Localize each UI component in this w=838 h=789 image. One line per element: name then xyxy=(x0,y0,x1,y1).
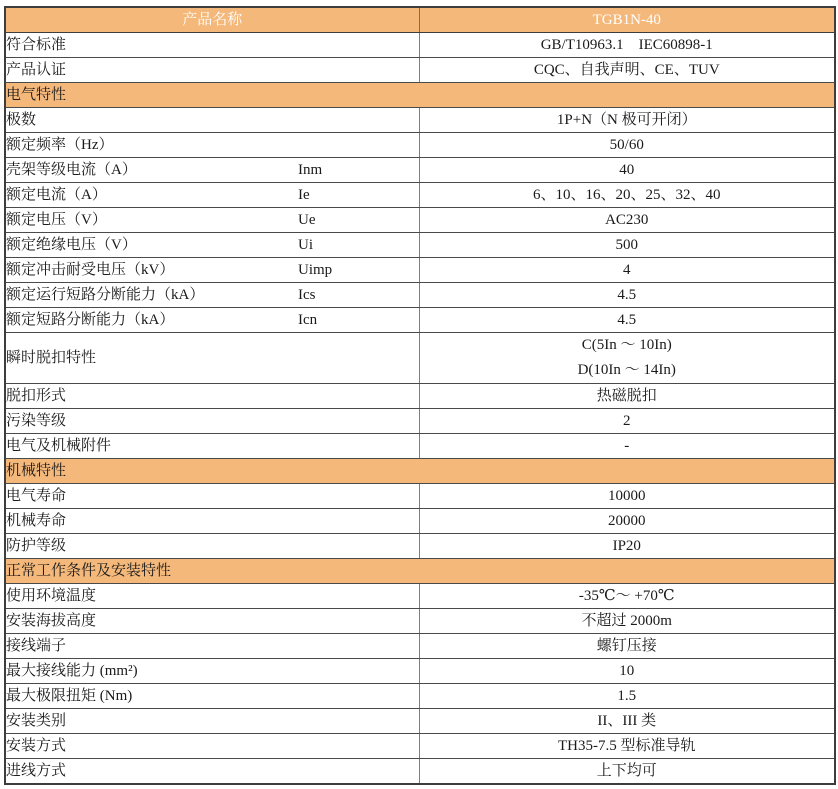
table-row xyxy=(5,684,835,709)
table-row xyxy=(5,384,835,409)
table-row xyxy=(5,108,835,133)
row-label: 壳架等级电流（A） xyxy=(6,162,137,178)
row-label: 极数 xyxy=(6,112,37,128)
table-row xyxy=(5,308,835,333)
section-title: 机械特性 xyxy=(5,459,835,484)
row-label-cell xyxy=(5,709,419,734)
row-value-cell: 500 xyxy=(419,233,835,258)
table-row xyxy=(5,409,835,434)
row-symbol: Ie xyxy=(298,187,310,203)
row-label-cell xyxy=(5,609,419,634)
section-title: 正常工作条件及安装特性 xyxy=(5,559,835,584)
row-symbol: Ui xyxy=(298,237,313,253)
table-row xyxy=(5,509,835,534)
table-row xyxy=(5,283,835,308)
row-label: 最大接线能力 (mm²) xyxy=(6,663,138,679)
row-label-cell xyxy=(5,233,419,258)
table-row xyxy=(5,734,835,759)
product-spec-table xyxy=(4,6,836,785)
row-label-cell xyxy=(5,484,419,509)
row-label: 最大极限扭矩 (Nm) xyxy=(6,688,133,704)
row-symbol: Ue xyxy=(298,212,316,228)
row-value-cell: 1P+N（N 极可开闭） xyxy=(419,108,835,133)
row-value-cell: II、III 类 xyxy=(419,709,835,734)
table-row xyxy=(5,33,835,58)
table-row xyxy=(5,609,835,634)
row-value-cell: 10000 xyxy=(419,484,835,509)
table-row xyxy=(5,584,835,609)
row-value-cell: 20000 xyxy=(419,509,835,534)
row-label: 脱扣形式 xyxy=(6,388,67,404)
section-row xyxy=(5,83,835,108)
row-label: 接线端子 xyxy=(6,638,67,654)
table-row xyxy=(5,484,835,509)
row-value-cell: -35℃～ +70℃ xyxy=(419,584,835,609)
row-label-cell xyxy=(5,384,419,409)
row-label-cell xyxy=(5,434,419,459)
row-label-cell xyxy=(5,283,419,308)
table-row xyxy=(5,133,835,158)
spec-table-body xyxy=(5,7,835,784)
row-label-cell xyxy=(5,333,419,384)
table-row xyxy=(5,634,835,659)
row-value-line: D(10In ～ 14In) xyxy=(577,362,676,378)
row-value-cell: AC230 xyxy=(419,208,835,233)
row-value-cell: GB/T10963.1 IEC60898-1 xyxy=(419,33,835,58)
header-product-model: TGB1N-40 xyxy=(419,7,835,33)
row-label-cell xyxy=(5,108,419,133)
table-row xyxy=(5,233,835,258)
row-symbol: Inm xyxy=(298,162,323,178)
row-value-cell: 1.5 xyxy=(419,684,835,709)
section-row xyxy=(5,459,835,484)
row-label-cell xyxy=(5,183,419,208)
row-value-cell: 上下均可 xyxy=(419,759,835,785)
row-label: 符合标准 xyxy=(6,37,67,53)
table-row xyxy=(5,659,835,684)
row-symbol: Ics xyxy=(298,287,316,303)
row-label-cell xyxy=(5,534,419,559)
row-value-cell: 4 xyxy=(419,258,835,283)
row-label-cell xyxy=(5,208,419,233)
spec-table-container xyxy=(4,6,836,785)
row-label: 额定运行短路分断能力（kA） xyxy=(6,287,205,303)
row-label: 额定频率（Hz） xyxy=(6,137,114,153)
row-label: 安装方式 xyxy=(6,738,67,754)
table-row xyxy=(5,58,835,83)
table-row xyxy=(5,333,835,384)
row-value-cell: 40 xyxy=(419,158,835,183)
row-label: 额定冲击耐受电压（kV） xyxy=(6,262,175,278)
row-value-cell: CQC、自我声明、CE、TUV xyxy=(419,58,835,83)
table-row xyxy=(5,709,835,734)
row-value-cell: 10 xyxy=(419,659,835,684)
row-label: 安装海拔高度 xyxy=(6,613,97,629)
row-label: 额定电压（V） xyxy=(6,212,107,228)
row-label: 额定绝缘电压（V） xyxy=(6,237,137,253)
row-label: 电气寿命 xyxy=(6,488,67,504)
row-value-cell: 50/60 xyxy=(419,133,835,158)
row-label: 污染等级 xyxy=(6,413,67,429)
row-value-cell: 不超过 2000m xyxy=(419,609,835,634)
row-label-cell xyxy=(5,58,419,83)
row-value-line: C(5In ～ 10In) xyxy=(581,337,672,353)
row-label-cell xyxy=(5,158,419,183)
row-label-cell xyxy=(5,759,419,785)
row-label: 进线方式 xyxy=(6,763,67,779)
table-row xyxy=(5,258,835,283)
row-label-cell xyxy=(5,133,419,158)
row-label-cell xyxy=(5,409,419,434)
row-value-cell: 4.5 xyxy=(419,308,835,333)
row-label-cell xyxy=(5,684,419,709)
row-value-cell: 螺钉压接 xyxy=(419,634,835,659)
row-label: 安装类别 xyxy=(6,713,67,729)
row-label: 瞬时脱扣特性 xyxy=(6,350,97,366)
row-label: 产品认证 xyxy=(6,62,67,78)
row-value-cell: - xyxy=(419,434,835,459)
row-value-cell: 6、10、16、20、25、32、40 xyxy=(419,183,835,208)
row-label-cell xyxy=(5,258,419,283)
header-product-name-label: 产品名称 xyxy=(5,7,419,33)
row-label-cell xyxy=(5,584,419,609)
row-label-cell xyxy=(5,509,419,534)
row-label: 电气及机械附件 xyxy=(6,438,112,454)
row-label-cell xyxy=(5,734,419,759)
row-value-cell: 热磁脱扣 xyxy=(419,384,835,409)
row-value-cell: IP20 xyxy=(419,534,835,559)
section-row xyxy=(5,559,835,584)
row-label: 机械寿命 xyxy=(6,513,67,529)
row-label-cell xyxy=(5,33,419,58)
row-label-cell xyxy=(5,308,419,333)
row-label: 使用环境温度 xyxy=(6,588,97,604)
row-label-cell xyxy=(5,634,419,659)
row-value-cell: 2 xyxy=(419,409,835,434)
table-row xyxy=(5,158,835,183)
row-value-cell xyxy=(419,333,835,384)
table-row xyxy=(5,183,835,208)
row-label: 额定电流（A） xyxy=(6,187,107,203)
row-symbol: Uimp xyxy=(298,262,333,278)
table-row xyxy=(5,759,835,785)
table-row xyxy=(5,208,835,233)
row-value-cell: 4.5 xyxy=(419,283,835,308)
section-title: 电气特性 xyxy=(5,83,835,108)
table-row xyxy=(5,434,835,459)
table-row xyxy=(5,534,835,559)
table-header-row xyxy=(5,7,835,33)
row-label-cell xyxy=(5,659,419,684)
row-label: 防护等级 xyxy=(6,538,67,554)
row-symbol: Icn xyxy=(298,312,318,328)
row-label: 额定短路分断能力（kA） xyxy=(6,312,175,328)
row-value-cell: TH35-7.5 型标准导轨 xyxy=(419,734,835,759)
